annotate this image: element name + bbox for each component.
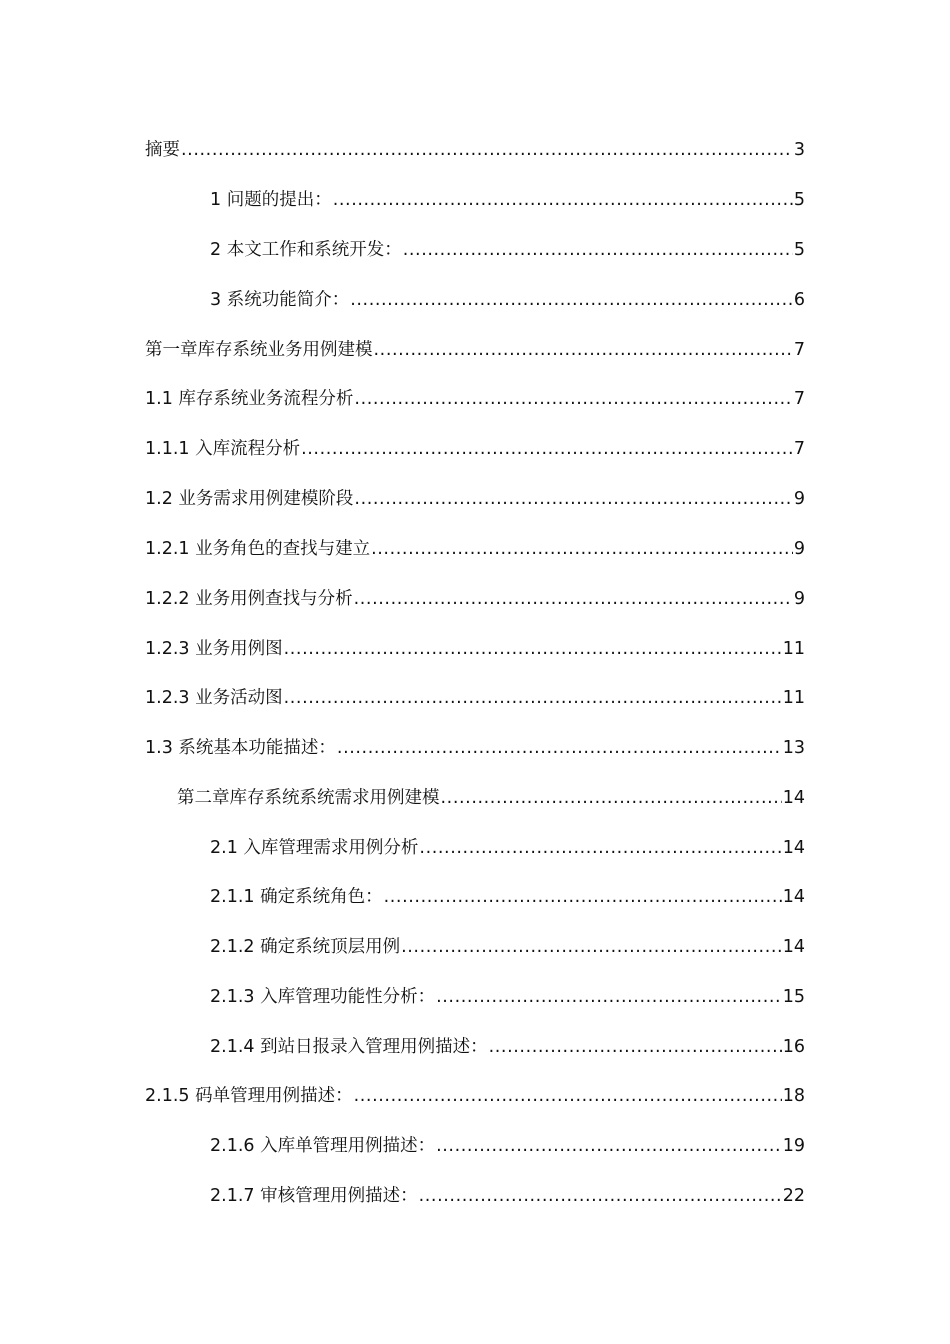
toc-entry-title: 1.2 业务需求用例建模阶段 (145, 489, 354, 509)
toc-entry[interactable] (145, 436, 805, 462)
toc-entry-page: 5 (793, 240, 805, 260)
toc-entry[interactable] (145, 337, 805, 363)
toc-entry[interactable] (210, 237, 805, 263)
dot-leader (301, 436, 793, 462)
toc-entry-title: 1 问题的提出： (210, 190, 332, 210)
toc-entry-page: 6 (793, 290, 805, 310)
toc-entry-title: 2.1.7 审核管理用例描述： (210, 1186, 418, 1206)
toc-entry-page: 14 (782, 887, 805, 907)
dot-leader (489, 1034, 782, 1060)
toc-entry-page: 9 (793, 539, 805, 559)
toc-entry-title: 第二章库存系统系统需求用例建模 (177, 788, 440, 808)
toc-entry[interactable] (210, 984, 805, 1010)
dot-leader (337, 735, 782, 761)
toc-entry-title: 1.1.1 入库流程分析 (145, 439, 301, 459)
toc-entry[interactable] (210, 934, 805, 960)
toc-entry-page: 14 (782, 788, 805, 808)
dot-leader (371, 536, 793, 562)
toc-entry[interactable] (210, 1183, 805, 1209)
toc-entry-title: 1.3 系统基本功能描述： (145, 738, 336, 758)
dot-leader (354, 586, 793, 612)
dot-leader (419, 1183, 782, 1209)
toc-entry-page: 3 (793, 140, 805, 160)
toc-entry-title: 1.2.1 业务角色的查找与建立 (145, 539, 371, 559)
toc-entry[interactable] (145, 486, 805, 512)
dot-leader (436, 1133, 782, 1159)
toc-entry-title: 1.2.2 业务用例查找与分析 (145, 589, 353, 609)
dot-leader (419, 835, 781, 861)
toc-entry[interactable] (210, 1034, 805, 1060)
dot-leader (333, 187, 793, 213)
toc-entry-title: 2.1.3 入库管理功能性分析： (210, 987, 436, 1007)
toc-entry-title: 摘要 (145, 140, 180, 160)
dot-leader (354, 1083, 782, 1109)
toc-entry[interactable] (145, 536, 805, 562)
toc-entry-page: 13 (782, 738, 805, 758)
dot-leader (403, 237, 793, 263)
toc-entry-page: 15 (782, 987, 805, 1007)
toc-entry-title: 3 系统功能简介： (210, 290, 350, 310)
toc-entry-title: 2.1.1 确定系统角色： (210, 887, 383, 907)
toc-entry[interactable] (145, 586, 805, 612)
toc-entry[interactable] (145, 636, 805, 662)
toc-entry[interactable] (210, 835, 805, 861)
toc-entry-title: 2.1 入库管理需求用例分析 (210, 838, 419, 858)
toc-entry[interactable] (145, 386, 805, 412)
toc-entry[interactable] (210, 287, 805, 313)
dot-leader (354, 386, 792, 412)
toc-entry-page: 11 (782, 688, 805, 708)
toc-entry[interactable] (145, 137, 805, 163)
toc-entry-page: 11 (782, 639, 805, 659)
toc-entry-page: 18 (782, 1086, 805, 1106)
toc-entry[interactable] (177, 785, 805, 811)
toc-entry-title: 1.2.3 业务用例图 (145, 639, 283, 659)
toc-entry-page: 14 (782, 937, 805, 957)
toc-entry[interactable] (210, 884, 805, 910)
toc-entry-title: 2.1.2 确定系统顶层用例 (210, 937, 401, 957)
toc-entry-page: 7 (793, 340, 805, 360)
toc-entry-page: 22 (782, 1186, 805, 1206)
toc-entry[interactable] (145, 685, 805, 711)
dot-leader (350, 287, 793, 313)
toc-entry[interactable] (145, 735, 805, 761)
toc-entry-title: 2.1.5 码单管理用例描述： (145, 1086, 353, 1106)
dot-leader (384, 884, 782, 910)
dot-leader (284, 685, 782, 711)
toc-entry-page: 9 (793, 589, 805, 609)
dot-leader (354, 486, 792, 512)
toc-entry[interactable] (210, 1133, 805, 1159)
toc-entry-page: 14 (782, 838, 805, 858)
toc-entry-title: 第一章库存系统业务用例建模 (145, 340, 373, 360)
toc-entry[interactable] (210, 187, 805, 213)
toc-entry-title: 2.1.4 到站日报录入管理用例描述： (210, 1037, 488, 1057)
dot-leader (401, 934, 782, 960)
toc-entry[interactable] (145, 1083, 805, 1109)
toc-entry-page: 16 (782, 1037, 805, 1057)
dot-leader (284, 636, 782, 662)
dot-leader (374, 337, 793, 363)
dot-leader (436, 984, 782, 1010)
toc-entry-page: 19 (782, 1136, 805, 1156)
toc-entry-page: 7 (793, 439, 805, 459)
dot-leader (181, 137, 793, 163)
toc-entry-page: 5 (793, 190, 805, 210)
toc-entry-title: 1.1 库存系统业务流程分析 (145, 389, 354, 409)
toc-entry-page: 7 (793, 389, 805, 409)
toc-entry-title: 2 本文工作和系统开发： (210, 240, 402, 260)
dot-leader (441, 785, 782, 811)
toc-entry-title: 2.1.6 入库单管理用例描述： (210, 1136, 436, 1156)
toc-entry-title: 1.2.3 业务活动图 (145, 688, 283, 708)
toc-entry-page: 9 (793, 489, 805, 509)
